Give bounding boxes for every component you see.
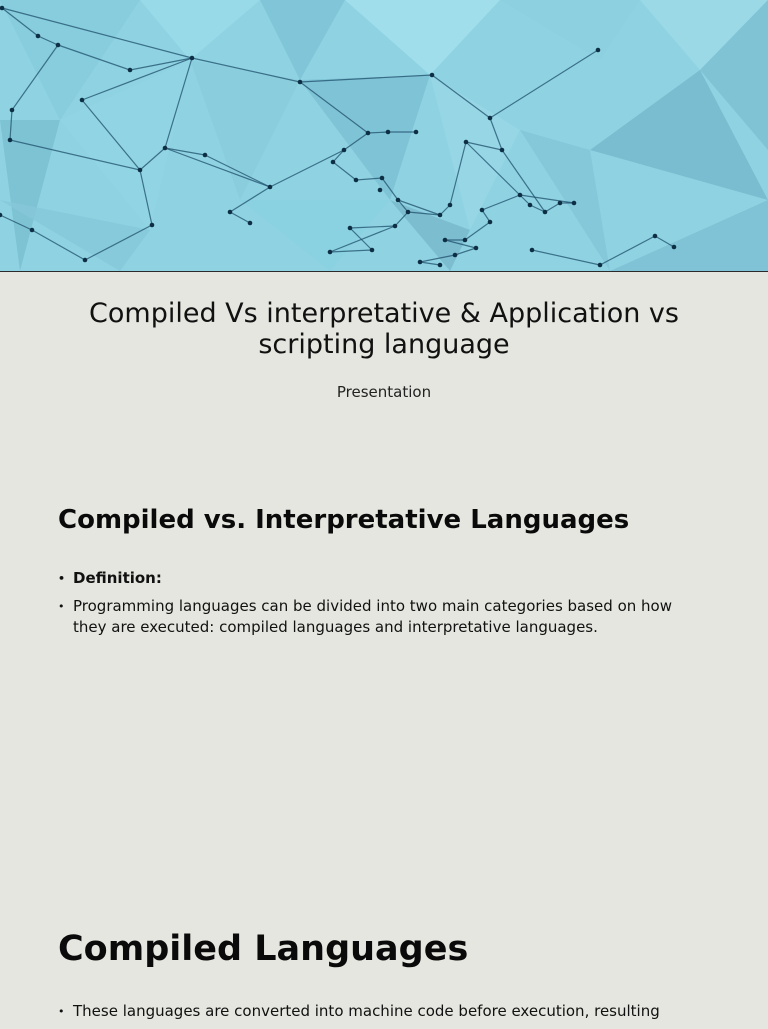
banner-divider (0, 271, 768, 272)
slide-subtitle: Presentation (336, 383, 432, 401)
bullet-list-compiled (58, 1001, 708, 1029)
bullet-item: • Definition: (58, 568, 708, 589)
bullet-list-definition (58, 568, 708, 645)
bullet-item: • These languages are converted into machine code before execution, resulting (58, 1001, 708, 1022)
section-heading-compiled-languages: Compiled Languages (58, 929, 469, 969)
network-graphic (0, 0, 768, 271)
header-banner-image (0, 0, 768, 271)
bullet-item: • Programming languages can be divided into two main categories based on how they are executed: compiled languages and interpretative languages. (58, 596, 708, 638)
section-heading-compiled-vs-interpretative: Compiled vs. Interpretative Languages (58, 505, 630, 535)
slide-title: Compiled Vs interpretative & Application vs scripting language (89, 298, 679, 360)
